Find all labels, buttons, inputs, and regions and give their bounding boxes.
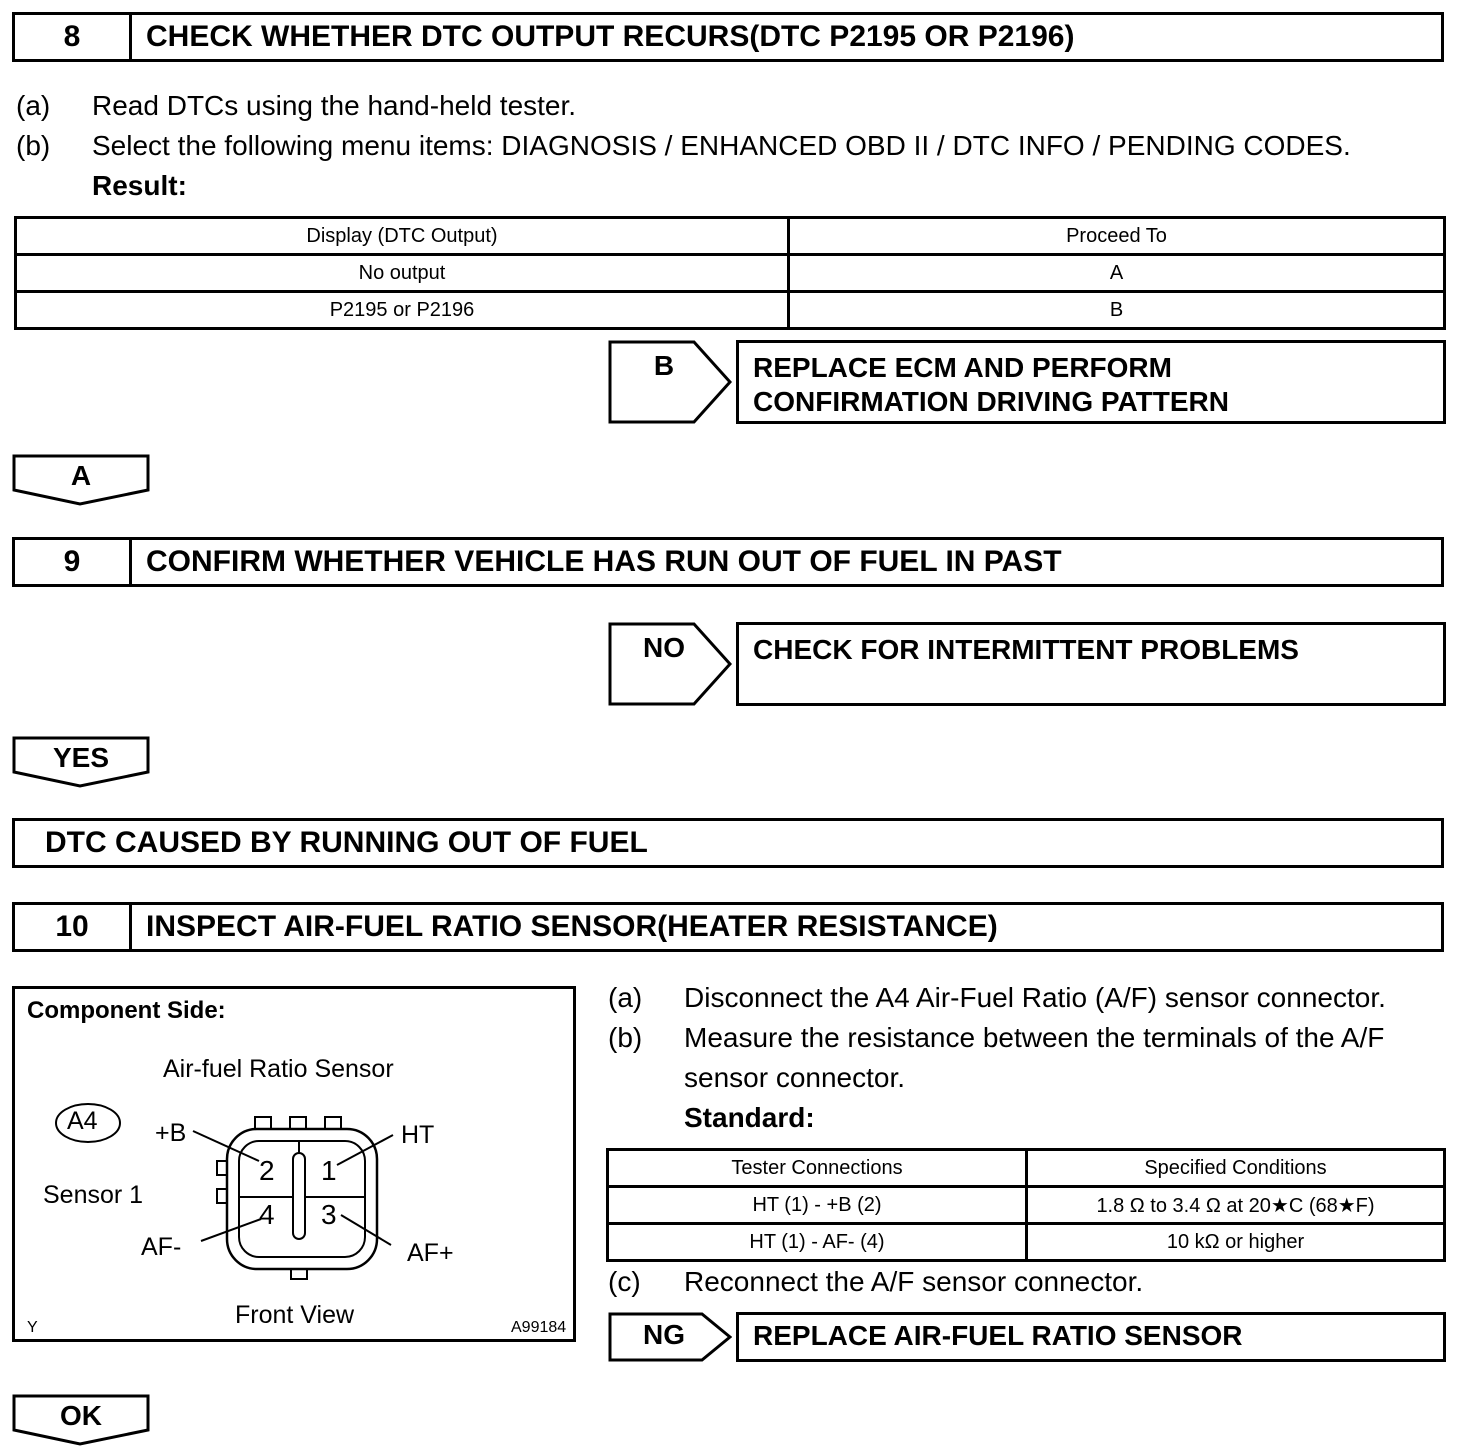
result-label: Result: xyxy=(92,170,187,201)
action-text: CHECK FOR INTERMITTENT PROBLEMS xyxy=(753,634,1299,665)
view-label: Front View xyxy=(235,1301,355,1329)
continue-yes-arrow xyxy=(12,736,150,788)
pin-label: AF+ xyxy=(407,1239,454,1267)
item-tag: (b) xyxy=(608,1022,643,1053)
table-header: Specified Conditions xyxy=(1027,1150,1445,1187)
table-cell: HT (1) - +B (2) xyxy=(608,1187,1027,1224)
table-cell: 1.8 Ω to 3.4 Ω at 20★C (68★F) xyxy=(1027,1187,1445,1224)
connector-id: A4 xyxy=(67,1107,98,1135)
pin-label: AF- xyxy=(141,1233,182,1261)
sensor-label: Sensor 1 xyxy=(43,1181,144,1209)
item-tag: (c) xyxy=(608,1266,641,1297)
table-row xyxy=(608,1187,1445,1224)
branch-b-arrow xyxy=(608,340,732,424)
table-row xyxy=(16,292,1445,329)
action-box xyxy=(736,622,1446,706)
item-text: Disconnect the A4 Air-Fuel Ratio (A/F) sensor connector. xyxy=(684,982,1386,1013)
continue-a-arrow xyxy=(12,454,150,506)
table-cell: 10 kΩ or higher xyxy=(1027,1224,1445,1261)
pin-number: 4 xyxy=(259,1199,275,1230)
table-header: Proceed To xyxy=(789,218,1445,255)
item-tag: (b) xyxy=(16,130,51,161)
continue-label: OK xyxy=(60,1400,102,1431)
figure-heading: Component Side: xyxy=(27,997,226,1024)
item-text: Reconnect the A/F sensor connector. xyxy=(684,1266,1144,1297)
connector-figure xyxy=(12,986,576,1342)
pin-number: 1 xyxy=(321,1155,337,1186)
action-box xyxy=(736,1312,1446,1362)
instruction-b-cont: sensor connector. xyxy=(684,1062,906,1093)
item-tag: (a) xyxy=(608,982,643,1013)
table-header: Tester Connections xyxy=(608,1150,1027,1187)
continue-label: YES xyxy=(52,742,110,773)
step-number: 8 xyxy=(15,15,132,59)
step-9-header xyxy=(12,537,1444,587)
pin-number: 2 xyxy=(259,1155,275,1186)
pin-number: 3 xyxy=(321,1199,337,1230)
branch-ng-arrow xyxy=(608,1312,732,1362)
step-title: CHECK WHETHER DTC OUTPUT RECURS(DTC P2195 OR P2196) xyxy=(146,20,1075,53)
connector-icon xyxy=(15,989,575,1339)
step-8-header xyxy=(12,12,1444,62)
continue-label: A xyxy=(70,460,92,491)
branch-no-arrow xyxy=(608,622,732,706)
step-10-header xyxy=(12,902,1444,952)
table-header-row xyxy=(608,1150,1445,1187)
result-box: DTC CAUSED BY RUNNING OUT OF FUEL xyxy=(12,818,1444,868)
branch-label: B xyxy=(653,350,675,381)
figure-code: A99184 xyxy=(511,1319,567,1336)
table-cell: HT (1) - AF- (4) xyxy=(608,1224,1027,1261)
action-text: REPLACE AIR-FUEL RATIO SENSOR xyxy=(753,1320,1243,1351)
pin-label: HT xyxy=(401,1121,435,1149)
sensor-name: Air-fuel Ratio Sensor xyxy=(163,1055,394,1083)
table-cell: P2195 or P2196 xyxy=(16,292,789,329)
continue-ok-arrow xyxy=(12,1394,150,1446)
step-title: CONFIRM WHETHER VEHICLE HAS RUN OUT OF FUEL IN PAST xyxy=(146,545,1062,578)
table-cell: No output xyxy=(16,255,789,292)
action-text: CONFIRMATION DRIVING PATTERN xyxy=(753,386,1229,417)
action-box xyxy=(736,340,1446,424)
item-text: Measure the resistance between the terminals of the A/F xyxy=(684,1022,1385,1053)
item-text: Read DTCs using the hand-held tester. xyxy=(92,90,577,121)
result-table xyxy=(14,216,1446,330)
table-row xyxy=(608,1224,1445,1261)
table-cell: B xyxy=(789,292,1445,329)
table-row xyxy=(16,255,1445,292)
action-text: REPLACE ECM AND PERFORM xyxy=(753,352,1172,383)
standard-table xyxy=(606,1148,1446,1262)
branch-label: NO xyxy=(643,632,685,663)
table-header: Display (DTC Output) xyxy=(16,218,789,255)
table-header-row xyxy=(16,218,1445,255)
step-number: 9 xyxy=(15,540,132,584)
standard-label: Standard: xyxy=(684,1102,815,1133)
branch-label: NG xyxy=(643,1319,685,1350)
item-text: Select the following menu items: DIAGNOSIS / ENHANCED OBD II / DTC INFO / PENDING CODES. xyxy=(92,130,1351,161)
step-number: 10 xyxy=(15,905,132,949)
table-cell: A xyxy=(789,255,1445,292)
pin-label: +B xyxy=(155,1119,187,1147)
step-title: INSPECT AIR-FUEL RATIO SENSOR(HEATER RESISTANCE) xyxy=(146,910,998,943)
figure-code-left: Y xyxy=(27,1319,38,1336)
item-tag: (a) xyxy=(16,90,51,121)
